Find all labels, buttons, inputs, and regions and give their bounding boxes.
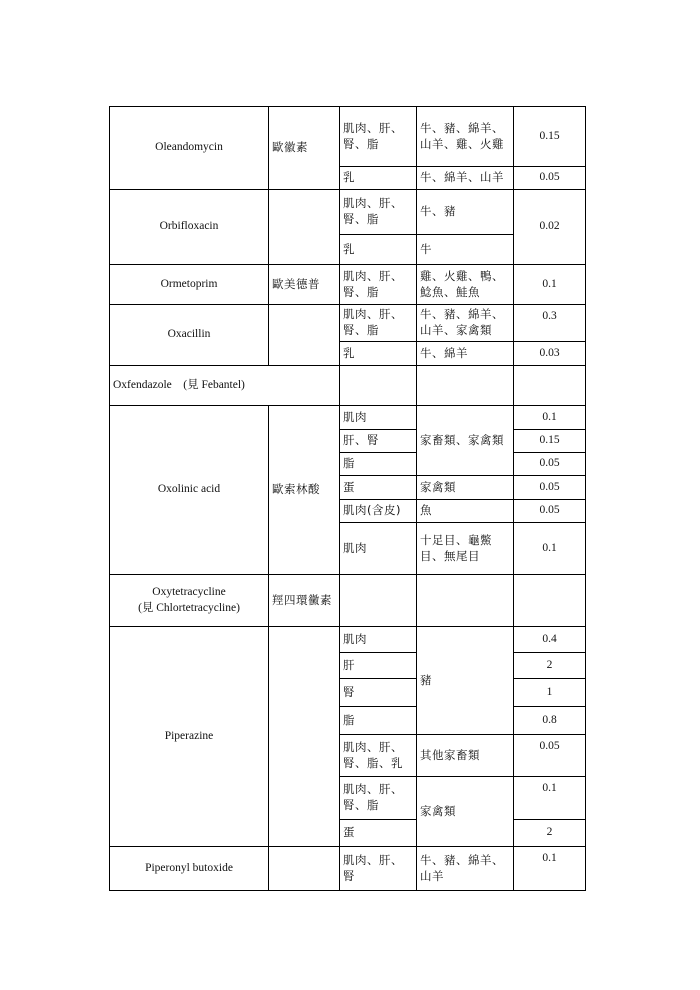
species-cell: 十足目、龜鱉目、無尾目 <box>417 523 514 575</box>
tissue-cell: 蛋 <box>340 820 417 847</box>
species-cell: 家畜類、家禽類 <box>417 406 514 476</box>
mrl-cell: 0.1 <box>514 847 586 891</box>
mrl-cell: 0.3 <box>514 305 586 342</box>
mrl-cell: 0.05 <box>514 167 586 190</box>
drug-name: Orbifloxacin <box>110 190 269 265</box>
tissue-cell: 肌肉、肝、腎 <box>340 847 417 891</box>
tissue-cell: 肌肉 <box>340 406 417 430</box>
table-row <box>110 265 586 305</box>
tissue-cell: 肝 <box>340 653 417 679</box>
species-cell: 家禽類 <box>417 476 514 500</box>
mrl-cell: 0.05 <box>514 453 586 476</box>
drug-chinese-name <box>269 305 340 366</box>
species-cell: 豬 <box>417 627 514 735</box>
tissue-cell: 肌肉、肝、腎、脂 <box>340 777 417 820</box>
empty-cell <box>417 366 514 406</box>
tissue-cell: 肝、腎 <box>340 430 417 453</box>
tissue-cell: 肌肉、肝、腎、脂 <box>340 265 417 305</box>
mrl-cell: 2 <box>514 653 586 679</box>
mrl-cell: 2 <box>514 820 586 847</box>
species-cell: 雞、火雞、鴨、鯰魚、鮭魚 <box>417 265 514 305</box>
residue-limit-table <box>109 106 586 891</box>
species-cell: 牛、豬、綿羊、山羊、雞、火雞 <box>417 107 514 167</box>
table-row <box>110 847 586 891</box>
drug-chinese-name: 羥四環黴素 <box>269 575 340 627</box>
table-row <box>110 305 586 342</box>
table-row <box>110 190 586 235</box>
mrl-cell: 0.02 <box>514 190 586 265</box>
empty-cell <box>417 575 514 627</box>
table-row <box>110 406 586 430</box>
mrl-cell: 1 <box>514 679 586 707</box>
species-cell: 家禽類 <box>417 777 514 847</box>
species-cell: 牛、綿羊 <box>417 342 514 366</box>
tissue-cell: 蛋 <box>340 476 417 500</box>
tissue-cell: 脂 <box>340 453 417 476</box>
drug-name: Oxolinic acid <box>110 406 269 575</box>
empty-cell <box>340 575 417 627</box>
drug-chinese-name: 歐美德普 <box>269 265 340 305</box>
drug-name: Piperazine <box>110 627 269 847</box>
species-cell: 牛、豬 <box>417 190 514 235</box>
mrl-cell: 0.1 <box>514 265 586 305</box>
mrl-cell: 0.03 <box>514 342 586 366</box>
mrl-cell: 0.15 <box>514 107 586 167</box>
tissue-cell: 肌肉、肝、腎、脂、乳 <box>340 735 417 777</box>
table-row <box>110 627 586 653</box>
drug-chinese-name <box>269 847 340 891</box>
mrl-cell: 0.1 <box>514 523 586 575</box>
drug-name: Ormetoprim <box>110 265 269 305</box>
drug-chinese-name <box>269 190 340 265</box>
drug-name-note: (見 Chlortetracycline) <box>138 601 240 614</box>
drug-name: Oxfendazole (見 Febantel) <box>110 366 340 406</box>
drug-name: Oleandomycin <box>110 107 269 190</box>
tissue-cell: 乳 <box>340 235 417 265</box>
empty-cell <box>514 366 586 406</box>
species-cell: 其他家畜類 <box>417 735 514 777</box>
tissue-cell: 乳 <box>340 167 417 190</box>
mrl-cell: 0.8 <box>514 707 586 735</box>
drug-name: Oxacillin <box>110 305 269 366</box>
tissue-cell: 肌肉、肝、腎、脂 <box>340 190 417 235</box>
species-cell: 牛 <box>417 235 514 265</box>
mrl-cell: 0.05 <box>514 500 586 523</box>
drug-chinese-name: 歐徽素 <box>269 107 340 190</box>
table-row <box>110 575 586 627</box>
tissue-cell: 脂 <box>340 707 417 735</box>
species-cell: 牛、豬、綿羊、山羊 <box>417 847 514 891</box>
tissue-cell: 乳 <box>340 342 417 366</box>
drug-name: Piperonyl butoxide <box>110 847 269 891</box>
tissue-cell: 肌肉(含皮) <box>340 500 417 523</box>
mrl-cell: 0.05 <box>514 735 586 777</box>
empty-cell <box>340 366 417 406</box>
table-row <box>110 107 586 167</box>
tissue-cell: 腎 <box>340 679 417 707</box>
mrl-cell: 0.1 <box>514 777 586 820</box>
tissue-cell: 肌肉、肝、腎、脂 <box>340 107 417 167</box>
mrl-cell: 0.4 <box>514 627 586 653</box>
table-row <box>110 366 586 406</box>
species-cell: 牛、豬、綿羊、山羊、家禽類 <box>417 305 514 342</box>
drug-name <box>110 575 269 627</box>
tissue-cell: 肌肉 <box>340 627 417 653</box>
tissue-cell: 肌肉、肝、腎、脂 <box>340 305 417 342</box>
tissue-cell: 肌肉 <box>340 523 417 575</box>
mrl-cell: 0.15 <box>514 430 586 453</box>
species-cell: 魚 <box>417 500 514 523</box>
mrl-cell: 0.1 <box>514 406 586 430</box>
drug-chinese-name <box>269 627 340 847</box>
drug-name-line: Oxytetracycline <box>152 585 226 598</box>
empty-cell <box>514 575 586 627</box>
species-cell: 牛、綿羊、山羊 <box>417 167 514 190</box>
mrl-cell: 0.05 <box>514 476 586 500</box>
drug-chinese-name: 歐索林酸 <box>269 406 340 575</box>
